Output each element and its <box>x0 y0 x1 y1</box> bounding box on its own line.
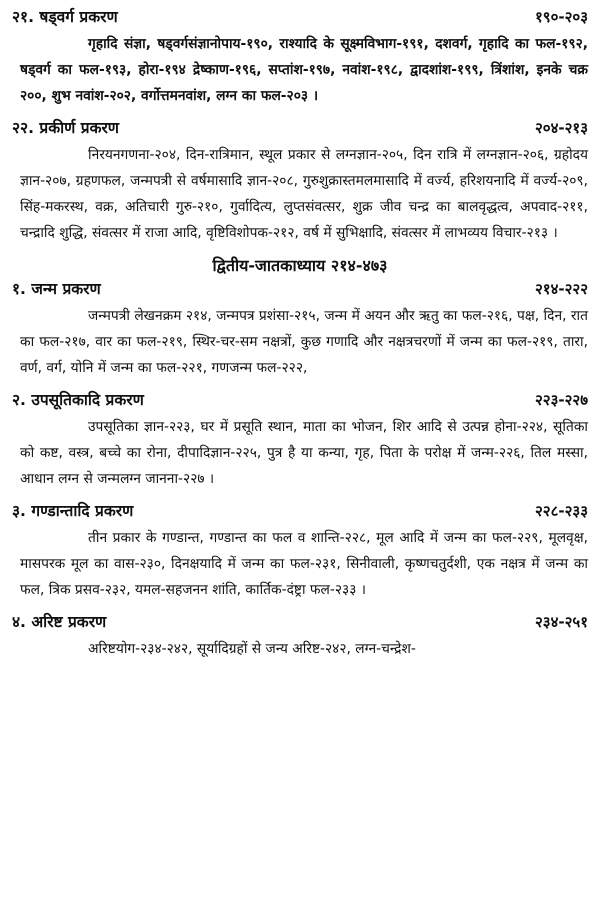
section-21 <box>12 6 588 109</box>
section-heading: २२. प्रकीर्ण प्रकरण <box>12 119 120 137</box>
section-janma <box>12 278 588 381</box>
section-heading: ४. अरिष्ट प्रकरण <box>12 613 107 631</box>
section-heading: १. जन्म प्रकरण <box>12 280 101 298</box>
page-range: २२८-२३३ <box>534 502 588 520</box>
section-header <box>12 6 588 28</box>
section-upasutikadi <box>12 389 588 492</box>
section-header <box>12 278 588 300</box>
section-text: जन्मपत्री लेखनक्रम २१४, जन्मपत्र प्रशंसा-२१५, जन्म में अयन और ऋतु का फल-२१६, पक्ष, दिन, रात का फल-२१७, वार का फल-२१९, स्थिर-चर-सम नक्षत्रों, कुछ गणादि और नक्षत्रचरणों में जन्म का फल-२१९, तारा, वर्ण, वर्ग, योनि में जन्म का फल-२२१, गणजन्म फल-२२२, <box>20 308 588 376</box>
page-range: २१४-२२२ <box>534 280 588 298</box>
section-text: अरिष्टयोग-२३४-२४२, सूर्यादिग्रहों से जन्य अरिष्ट-२४२, लग्न-चन्द्रेश- <box>88 641 416 657</box>
section-arishta <box>12 611 588 662</box>
chapter-title: द्वितीय-जातकाध्याय २१४-४७३ <box>212 256 388 275</box>
section-heading: २. उपसूतिकादि प्रकरण <box>12 391 144 409</box>
page-range: २०४-२१३ <box>534 119 588 137</box>
section-gandantadi <box>12 500 588 603</box>
page-range: १९०-२०३ <box>534 8 588 26</box>
section-22 <box>12 117 588 246</box>
section-text: निरयनगणना-२०४, दिन-रात्रिमान, स्थूल प्रकार से लग्नज्ञान-२०५, दिन रात्रि में लग्नज्ञान-२०६, ग्रहोदय ज्ञान-२०७, ग्रहणफल, जन्मपत्री से वर्षमासादि ज्ञान-२०८, गुरुशुक्रास्तमलमासादि में वर्ज्य, हरिशयनादि में वर्ज्य-२०९, सिंह-मकरस्थ, वक्र, अतिचारी गुरु-२१०, गुर्वादित्य, लुप्तसंवत्सर, शुक्र जीव चन्द्र का बालवृद्धत्व, अपवाद-२११, चन्द्रादि शुद्धि, संवत्सर में राजा आदि, वृष्टिविशोपक-२१२, वर्ष में सुभिक्षादि, संवत्सर में लाभव्यय विचार-२१३ । <box>20 147 588 241</box>
section-heading: २१. षड्वर्ग प्रकरण <box>12 8 118 26</box>
section-text: उपसूतिका ज्ञान-२२३, घर में प्रसूति स्थान, माता का भोजन, शिर आदि से उत्पन्न होना-२२४, सूतिका को कष्ट, वस्त्र, बच्चे का रोना, दीपादिज्ञान-२२५, पुत्र है या कन्या, गृह, पिता के परोक्ष में जन्म-२२६, तिल मस्सा, आधान लग्न से जन्मलग्न जानना-२२७ । <box>20 419 588 487</box>
section-heading: ३. गण्डान्तादि प्रकरण <box>12 502 134 520</box>
section-text: तीन प्रकार के गण्डान्त, गण्डान्त का फल व शान्ति-२२८, मूल आदि में जन्म का फल-२२९, मूलवृक्ष, मासपरक मूल का वास-२३०, दिनक्षयादि में जन्म का फल-२३१, सिनीवाली, कृष्णचतुर्दशी, एक नक्षत्र में जन्म का फल, त्रिक प्रसव-२३२, यमल-सहजनन शांति, कार्तिक-दंष्ट्रा फल-२३३ । <box>20 530 588 598</box>
section-header <box>12 611 588 633</box>
section-header <box>12 389 588 411</box>
page-range: २३४-२५१ <box>534 613 588 631</box>
section-header <box>12 117 588 139</box>
page-range: २२३-२२७ <box>534 391 588 409</box>
section-header <box>12 500 588 522</box>
section-text: गृहादि संज्ञा, षड्वर्गसंज्ञानोपाय-१९०, राश्यादि के सूक्ष्मविभाग-१९१, दशवर्ग, गृहादि का फल-१९२, षड्वर्ग का फल-१९३, होरा-१९४ द्रेष्काण-१९६, सप्तांश-१९७, नवांश-१९८, द्वादशांश-१९९, त्रिंशांश, इनके चक्र २००, शुभ नवांश-२०२, वर्गोत्तमनवांश, लग्न का फल-२०३ । <box>20 36 588 104</box>
